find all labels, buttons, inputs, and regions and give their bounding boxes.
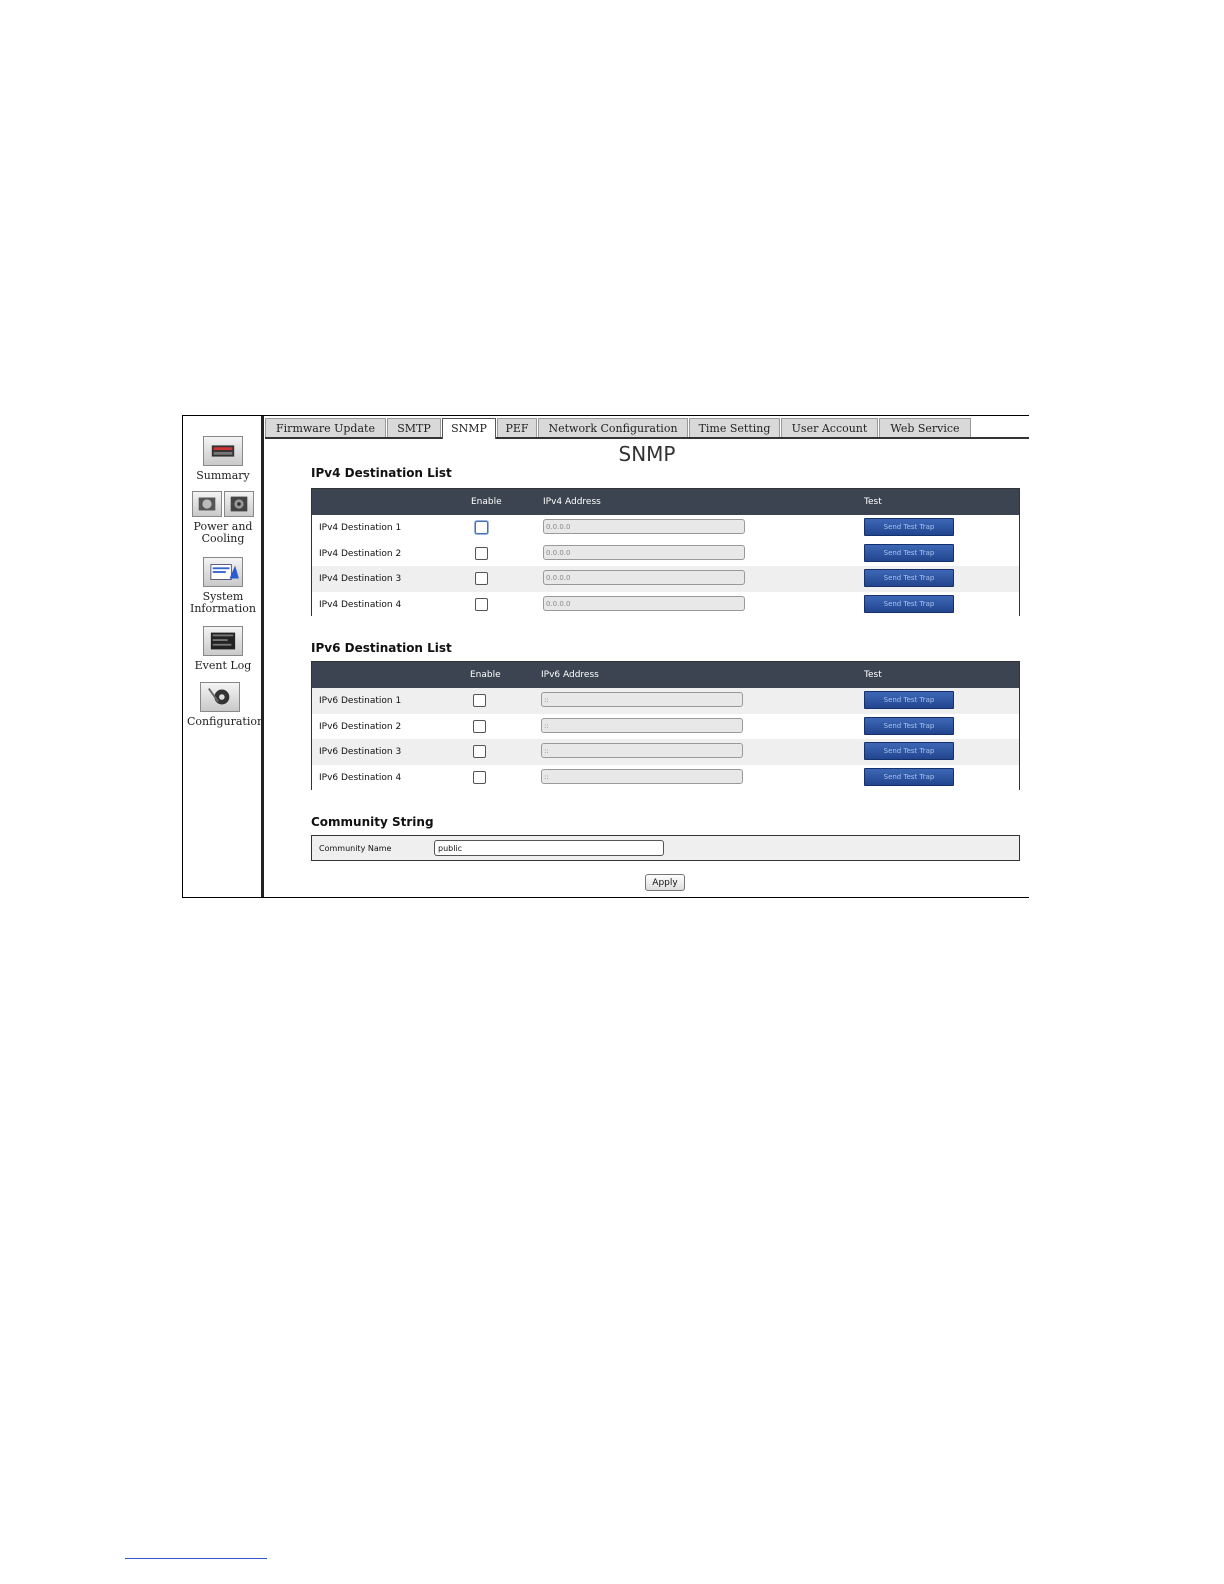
column-header-enable: Enable [470,670,501,680]
sidebar-item-configuration[interactable] [183,682,283,728]
ipv6-address-input[interactable]: :: [541,769,743,784]
fan-icon [224,491,254,517]
row-label: IPv6 Destination 2 [319,721,402,732]
enable-checkbox[interactable] [475,572,488,585]
tab-time-setting[interactable]: Time Setting [689,418,780,437]
row-label: IPv4 Destination 2 [319,548,402,559]
sidebar-item-label [183,591,263,615]
row-label: IPv4 Destination 1 [319,523,402,533]
community-name-input[interactable] [434,840,664,856]
sidebar-item-label: Configuration [187,715,265,728]
enable-checkbox[interactable] [475,598,488,611]
sidebar-item-label [183,521,263,545]
send-test-trap-button[interactable]: Send Test Trap [864,768,954,786]
table-row [312,592,1019,618]
server-icon [203,436,243,466]
send-test-trap-button[interactable]: Send Test Trap [864,544,954,562]
table-row [312,541,1019,567]
table-row [312,714,1019,740]
ipv6-address-input[interactable]: :: [541,692,743,707]
apply-button[interactable]: Apply [645,874,685,891]
enable-checkbox[interactable] [473,771,486,784]
ipv6-table-header [312,662,1019,688]
sidebar-item-label-text: Power and Cooling [193,520,253,545]
ipv6-table-body [312,688,1019,790]
enable-checkbox[interactable] [475,521,488,534]
send-test-trap-button[interactable]: Send Test Trap [864,742,954,760]
footnote-separator [125,1558,267,1559]
send-test-trap-button[interactable]: Send Test Trap [864,691,954,709]
sidebar-item-power-and-cooling[interactable] [183,491,263,545]
enable-checkbox[interactable] [475,547,488,560]
snmp-window [182,415,1029,898]
ipv4-table-header [312,489,1019,515]
table-row [312,739,1019,765]
enable-checkbox[interactable] [473,745,486,758]
table-row [312,765,1019,791]
ipv4-address-input[interactable]: 0.0.0.0 [543,596,745,611]
tab-bar [265,416,1029,439]
ipv4-address-input[interactable]: 0.0.0.0 [543,545,745,560]
send-test-trap-button[interactable]: Send Test Trap [864,518,954,536]
sidebar-item-system-information[interactable] [183,557,263,615]
sidebar-item-event-log[interactable] [183,626,263,672]
send-test-trap-button[interactable]: Send Test Trap [864,717,954,735]
event-log-icon [203,626,243,656]
tab-pef[interactable]: PEF [497,418,537,437]
row-label: IPv4 Destination 4 [319,599,402,610]
tab-user-account[interactable]: User Account [781,418,878,437]
ipv6-table [311,661,1020,790]
table-row [312,688,1019,714]
ipv4-address-input[interactable]: 0.0.0.0 [543,519,745,534]
table-row [312,566,1019,592]
tab-smtp[interactable]: SMTP [387,418,441,437]
tab-firmware-update[interactable]: Firmware Update [265,418,386,437]
ipv4-section-title: IPv4 Destination List [311,466,452,480]
tab-network-configuration[interactable]: Network Configuration [538,418,688,437]
table-row [312,515,1019,541]
community-section-title: Community String [311,815,434,829]
power-supply-icon [192,491,222,517]
enable-checkbox[interactable] [473,720,486,733]
gear-icon [200,682,240,712]
row-label: IPv6 Destination 3 [319,747,402,757]
column-header-test: Test [864,497,882,507]
send-test-trap-button[interactable]: Send Test Trap [864,569,954,587]
row-label: IPv4 Destination 3 [319,574,402,584]
ipv6-address-input[interactable]: :: [541,743,743,758]
system-info-icon [203,557,243,587]
sidebar-item-summary[interactable] [183,436,263,482]
column-header-address: IPv6 Address [541,670,599,680]
column-header-enable: Enable [471,497,502,507]
row-label: IPv6 Destination 1 [319,696,402,706]
community-name-label: Community Name [319,844,392,853]
ipv4-table-body [312,515,1019,617]
ipv6-section-title: IPv6 Destination List [311,641,452,655]
tab-web-service[interactable]: Web Service [879,418,971,437]
sidebar-item-label-text: System Information [189,590,257,615]
sidebar-item-label: Summary [196,469,250,482]
row-label: IPv6 Destination 4 [319,772,402,783]
community-string-table [311,835,1020,861]
send-test-trap-button[interactable]: Send Test Trap [864,595,954,613]
ipv6-address-input[interactable]: :: [541,718,743,733]
sidebar [183,416,264,897]
column-header-address: IPv4 Address [543,497,601,507]
sidebar-item-label: Event Log [194,659,252,672]
tab-snmp[interactable]: SNMP [442,418,496,439]
enable-checkbox[interactable] [473,694,486,707]
column-header-test: Test [864,670,882,680]
ipv4-table [311,488,1020,616]
page-title: SNMP [618,442,676,466]
ipv4-address-input[interactable]: 0.0.0.0 [543,570,745,585]
